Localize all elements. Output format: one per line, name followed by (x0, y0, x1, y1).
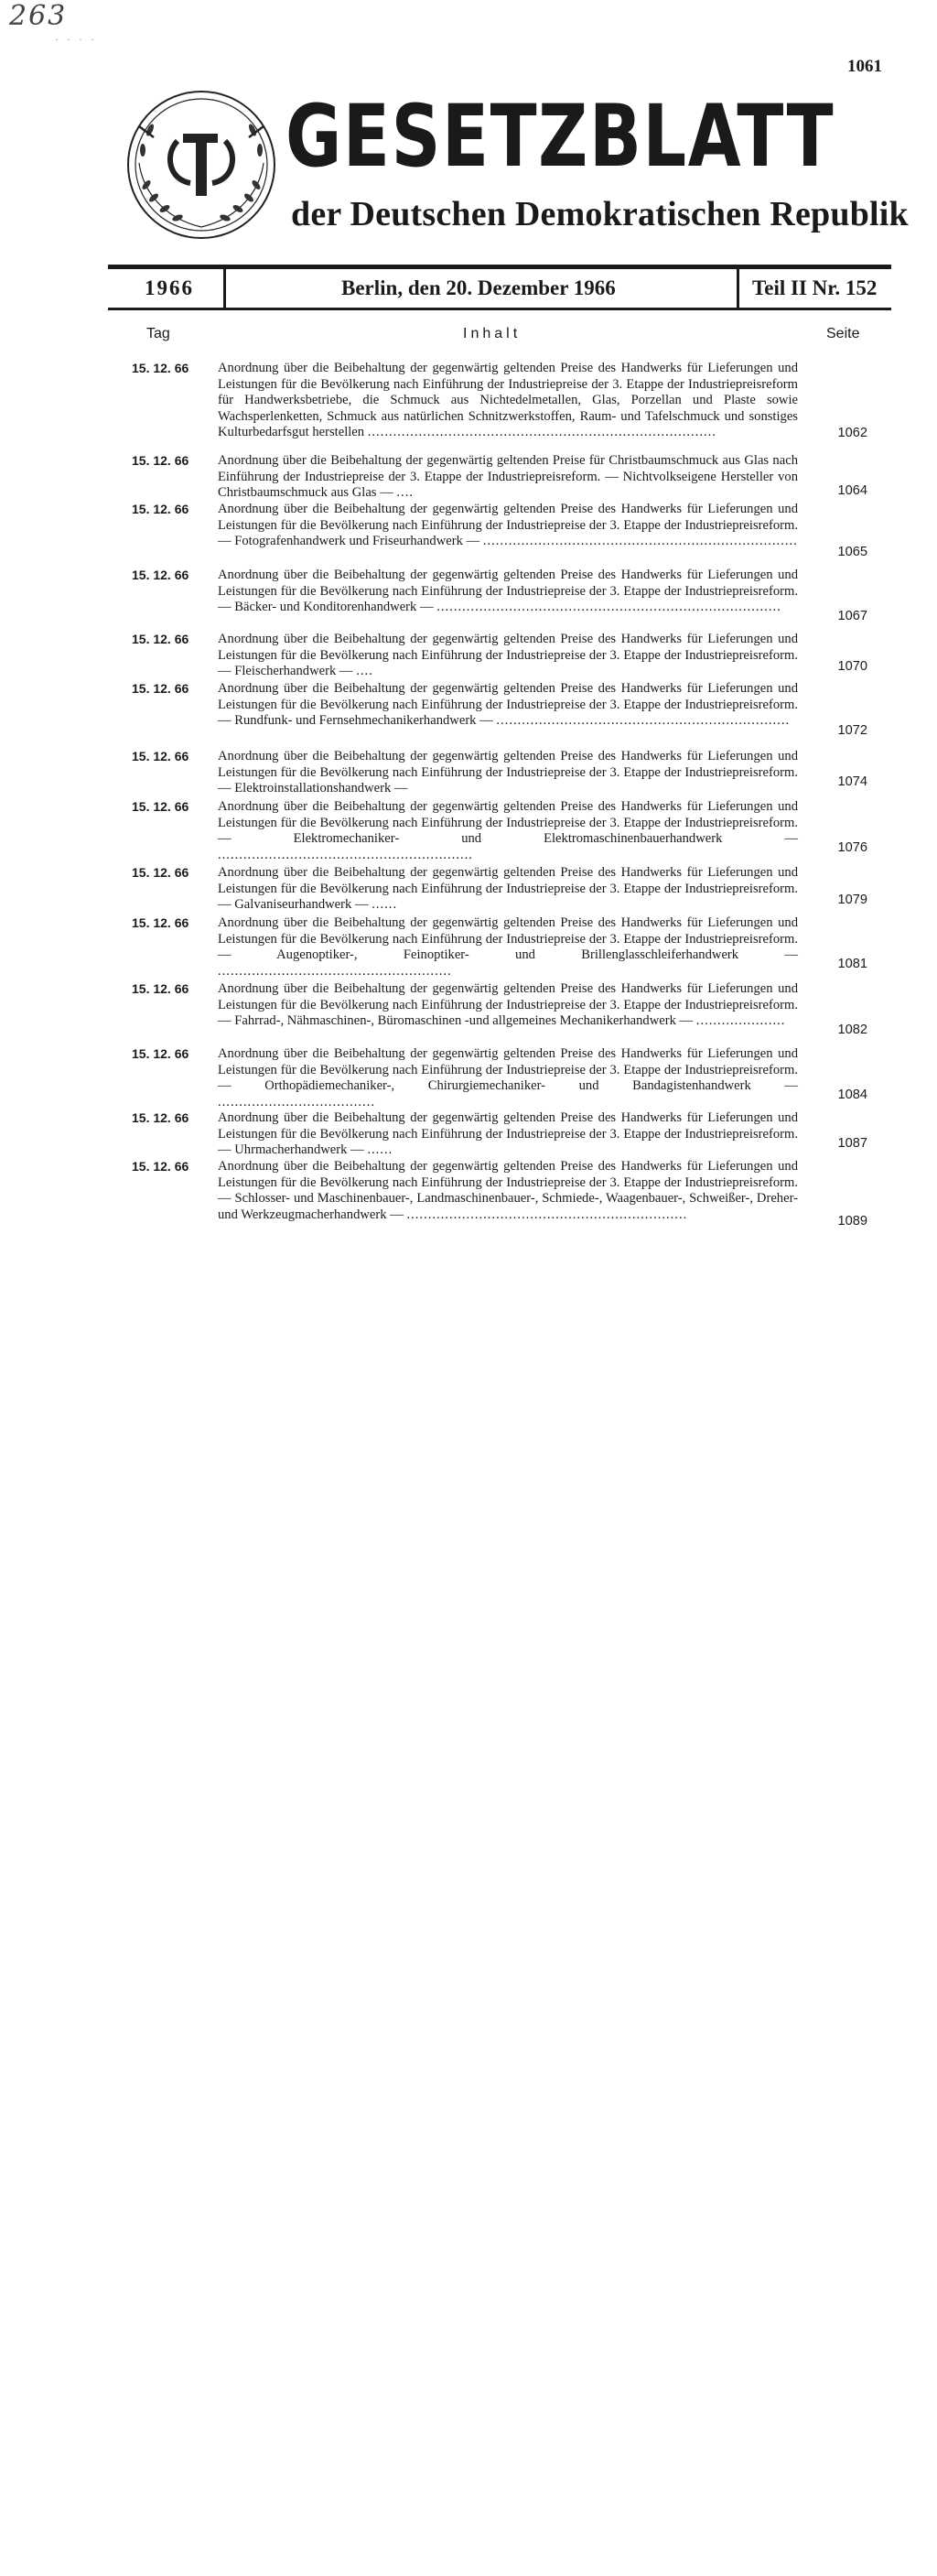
entry-date: 15. 12. 66 (132, 915, 189, 930)
page-number: 1061 (847, 57, 882, 76)
entry-date: 15. 12. 66 (132, 568, 189, 582)
handwritten-note: 263 (9, 0, 68, 32)
entry-page: 1062 (837, 426, 867, 440)
entry-date: 15. 12. 66 (132, 1046, 189, 1061)
entry-page: 1070 (837, 659, 867, 674)
entry-date: 15. 12. 66 (132, 681, 189, 696)
entry-title: Anordnung über die Beibehaltung der gegenwärtig geltenden Preise des Handwerks für Lieferungen und Leistungen für die Bevölkerung nach Einführung der Industriepreise der 3. Etappe der Industriepreisreform. — Schlosser- und Maschinenbauer-, Landmaschinenbauer-, Schmiede-, Waagenbauer-, Schweißer-, Dreher- und Werkzeugmacherhandwerk — .................................................................. (218, 1159, 798, 1222)
entry-date: 15. 12. 66 (132, 1110, 189, 1125)
state-emblem-icon (126, 90, 276, 240)
entry-date: 15. 12. 66 (132, 981, 189, 996)
issue-info-bar (108, 265, 891, 310)
entry-title: Anordnung über die Beibehaltung der gegenwärtig geltenden Preise des Handwerks für Lieferungen und Leistungen für die Bevölkerung nach Einführung der Industriepreise der 3. Etappe der Industriepreisreform. — Fotografenhandwerk und Friseurhandwerk — .......................................................................... (218, 502, 798, 549)
entry-title: Anordnung über die Beibehaltung der gegenwärtig geltenden Preise des Handwerks für Lieferungen und Leistungen für die Bevölkerung nach Einführung der Industriepreise der 3. Etappe der Industriepreisreform. — Rundfunk- und Fernsehmechanikerhandwerk — ..................................................................... (218, 681, 798, 729)
entry-date: 15. 12. 66 (132, 632, 189, 646)
entry-page: 1064 (837, 483, 867, 498)
entry-title: Anordnung über die Beibehaltung der gegenwärtig geltenden Preise des Handwerks für Lieferungen und Leistungen für die Bevölkerung nach Einführung der Industriepreise der 3. Etappe der Industriepreisreform. — Elektroinstallationshandwerk — (218, 749, 798, 796)
entry-page: 1067 (837, 609, 867, 623)
entry-page: 1065 (837, 545, 867, 559)
entry-title: Anordnung über die Beibehaltung der gegenwärtig geltenden Preise des Handwerks für Lieferungen und Leistungen für die Bevölkerung nach Einführung der Industriepreise der 3. Etappe der Industriepreisreform. — Elektromechaniker- und Elektromaschinenbauerhandwerk — ............................................................ (218, 799, 798, 862)
entry-title: Anordnung über die Beibehaltung der gegenwärtig geltenden Preise des Handwerks für Lieferungen und Leistungen für die Bevölkerung nach Einführung der Industriepreise der 3. Etappe der Industriepreisreform. — Bäcker- und Konditorenhandwerk — ................................................................................. (218, 568, 798, 615)
issue-date: Berlin, den 20. Dezember 1966 (341, 276, 616, 299)
entry-title: Anordnung über die Beibehaltung der gegenwärtig geltenden Preise des Handwerks für Lieferungen und Leistungen für die Bevölkerung nach Einführung der Industriepreise der 3. Etappe der Industriepreisreform. — Augenoptiker-, Feinoptiker- und Brillenglasschleiferhandwerk — ....................................................... (218, 915, 798, 979)
entry-page: 1082 (837, 1023, 867, 1037)
divider (223, 265, 226, 310)
entry-title: Anordnung über die Beibehaltung der gegenwärtig geltenden Preise für Christbaumschmuck aus Glas nach Einführung der Industriepreise der 3. Etappe der Industriepreisreform. — Nichtvolkseigene Hersteller von Christbaumschmuck aus Glas — .... (218, 453, 798, 501)
entry-title: Anordnung über die Beibehaltung der gegenwärtig geltenden Preise des Handwerks für Lieferungen und Leistungen für die Bevölkerung nach Einführung der Industriepreise der 3. Etappe der Industriepreisreform. — Uhrmacherhandwerk — ...... (218, 1110, 798, 1158)
masthead-subtitle: der Deutschen Demokratischen Republik (291, 195, 909, 233)
entry-page: 1089 (837, 1214, 867, 1228)
entry-page: 1087 (837, 1136, 867, 1151)
entry-date: 15. 12. 66 (132, 749, 189, 763)
entry-date: 15. 12. 66 (132, 1159, 189, 1174)
divider (737, 265, 739, 310)
entry-page: 1074 (837, 774, 867, 789)
entry-page: 1072 (837, 723, 867, 738)
column-header-seite: Seite (826, 326, 860, 341)
issue-year: 1966 (145, 276, 194, 299)
entry-title: Anordnung über die Beibehaltung der gegenwärtig geltenden Preise des Handwerks für Lieferungen und Leistungen für die Bevölkerung nach Einführung der Industriepreise der 3. Etappe der Industriepreisreform. — Galvaniseurhandwerk — ...... (218, 865, 798, 913)
entry-title: Anordnung über die Beibehaltung der gegenwärtig geltenden Preise des Handwerks für Lieferungen und Leistungen für die Bevölkerung nach Einführung der Industriepreise der 3. Etappe der Industriepreisreform. — Fahrrad-, Nähmaschinen-, Büromaschinen -und allgemeines Mechanikerhandwerk — ..................... (218, 981, 798, 1029)
column-header-tag: Tag (146, 326, 170, 341)
entry-date: 15. 12. 66 (132, 799, 189, 814)
entry-page: 1079 (837, 893, 867, 907)
entry-page: 1076 (837, 840, 867, 855)
column-header-inhalt: Inhalt (463, 326, 522, 341)
pencil-marks: · · · · (55, 33, 97, 46)
entry-title: Anordnung über die Beibehaltung der gegenwärtig geltenden Preise des Handwerks für Lieferungen und Leistungen für die Bevölkerung nach Einführung der Industriepreise der 3. Etappe der Industriepreisreform. — Orthopädiemechaniker-, Chirurgiemechaniker- und Bandagistenhandwerk — ..................................... (218, 1046, 798, 1109)
entry-date: 15. 12. 66 (132, 453, 189, 468)
entry-page: 1081 (837, 957, 867, 971)
entry-date: 15. 12. 66 (132, 361, 189, 375)
entry-date: 15. 12. 66 (132, 865, 189, 880)
entry-page: 1084 (837, 1088, 867, 1102)
entry-title: Anordnung über die Beibehaltung der gegenwärtig geltenden Preise des Handwerks für Lieferungen und Leistungen für die Bevölkerung nach Einführung der Industriepreise der 3. Etappe der Industriepreisreform für Handwerksbetriebe, die Schmuck aus Nichtedelmetallen, Glas, Porzellan und Plaste sowie Wachsperlenketten, Schmuck aus natürlichen Schnitzwerkstoffen, Raum- und Tafelschmuck und sonstiges Kulturbedarfsgut herstellen .................................................................................. (218, 361, 798, 440)
entry-title: Anordnung über die Beibehaltung der gegenwärtig geltenden Preise des Handwerks für Lieferungen und Leistungen für die Bevölkerung nach Einführung der Industriepreise der 3. Etappe der Industriepreisreform. — Fleischerhandwerk — .... (218, 632, 798, 679)
entry-date: 15. 12. 66 (132, 502, 189, 516)
masthead-title: GESETZBLATT (285, 87, 835, 187)
issue-number: Teil II Nr. 152 (752, 276, 878, 299)
